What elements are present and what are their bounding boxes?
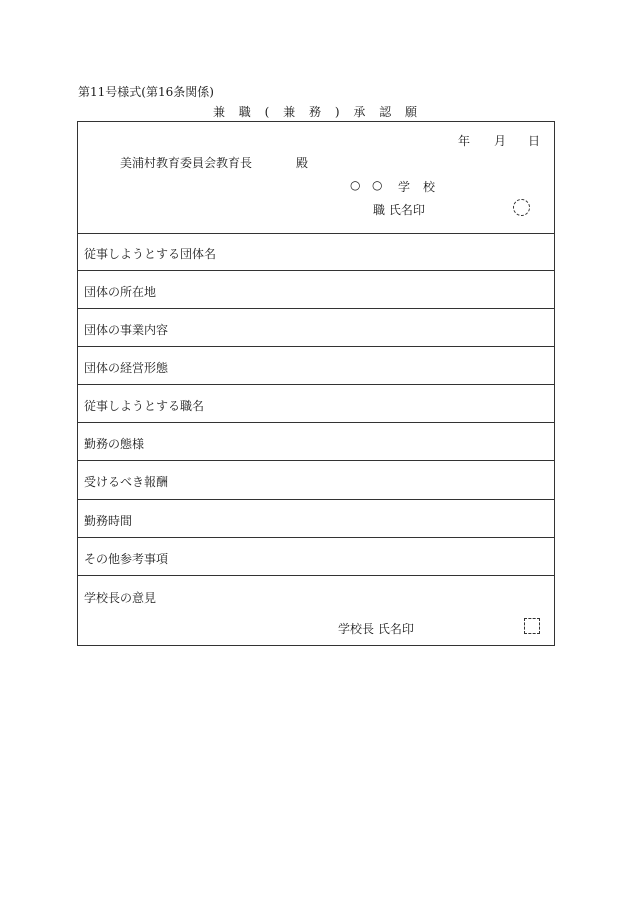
- school-char: 学: [398, 180, 411, 194]
- principal-opinion-block[interactable]: [78, 576, 554, 646]
- form-row[interactable]: [78, 309, 554, 347]
- application-form-table: [77, 121, 555, 646]
- form-row[interactable]: [78, 500, 554, 538]
- row-label: 勤務の態様: [84, 437, 145, 451]
- form-row[interactable]: [78, 271, 554, 309]
- addressee: 美浦村教育委員会教育長: [120, 156, 253, 170]
- seal-circle-icon[interactable]: [513, 199, 530, 216]
- row-label: 受けるべき報酬: [84, 475, 169, 489]
- school-char: 校: [423, 180, 436, 194]
- row-label: 従事しようとする職名: [84, 399, 205, 413]
- title-char: 願: [405, 105, 418, 119]
- date-day[interactable]: 日: [528, 134, 541, 148]
- date-month[interactable]: 月: [494, 134, 507, 148]
- title-char: 承: [353, 105, 366, 119]
- title-char: ): [334, 105, 340, 119]
- row-label: 団体の経営形態: [84, 361, 169, 375]
- row-label: その他参考事項: [84, 552, 169, 566]
- title-char: 兼: [212, 105, 225, 119]
- form-row[interactable]: [78, 538, 554, 576]
- honorific: 殿: [296, 156, 309, 170]
- form-row[interactable]: [78, 347, 554, 385]
- row-label: 勤務時間: [84, 514, 133, 528]
- applicant-name-line[interactable]: 職 氏名印: [373, 203, 425, 217]
- form-number: 第11号様式(第16条関係): [78, 85, 214, 99]
- school-placeholder-mark: ○: [350, 178, 361, 192]
- date-year[interactable]: 年: [458, 134, 471, 148]
- form-row[interactable]: [78, 233, 554, 271]
- school-placeholder-mark: ○: [372, 178, 383, 192]
- form-row[interactable]: [78, 385, 554, 423]
- principal-name-line[interactable]: 学校長 氏名印: [338, 622, 414, 636]
- title-char: 職: [238, 105, 251, 119]
- form-row[interactable]: [78, 423, 554, 461]
- title-char: (: [264, 105, 270, 119]
- title-char: 兼: [283, 105, 296, 119]
- title-char: 認: [379, 105, 392, 119]
- row-label: 団体の事業内容: [84, 323, 169, 337]
- form-row[interactable]: [78, 461, 554, 500]
- opinion-label: 学校長の意見: [84, 591, 157, 605]
- seal-square-icon[interactable]: [524, 618, 540, 634]
- title-char: 務: [308, 105, 321, 119]
- row-label: 団体の所在地: [84, 285, 157, 299]
- form-title: [0, 103, 630, 120]
- row-label: 従事しようとする団体名: [84, 247, 217, 261]
- applicant-block: [78, 122, 554, 234]
